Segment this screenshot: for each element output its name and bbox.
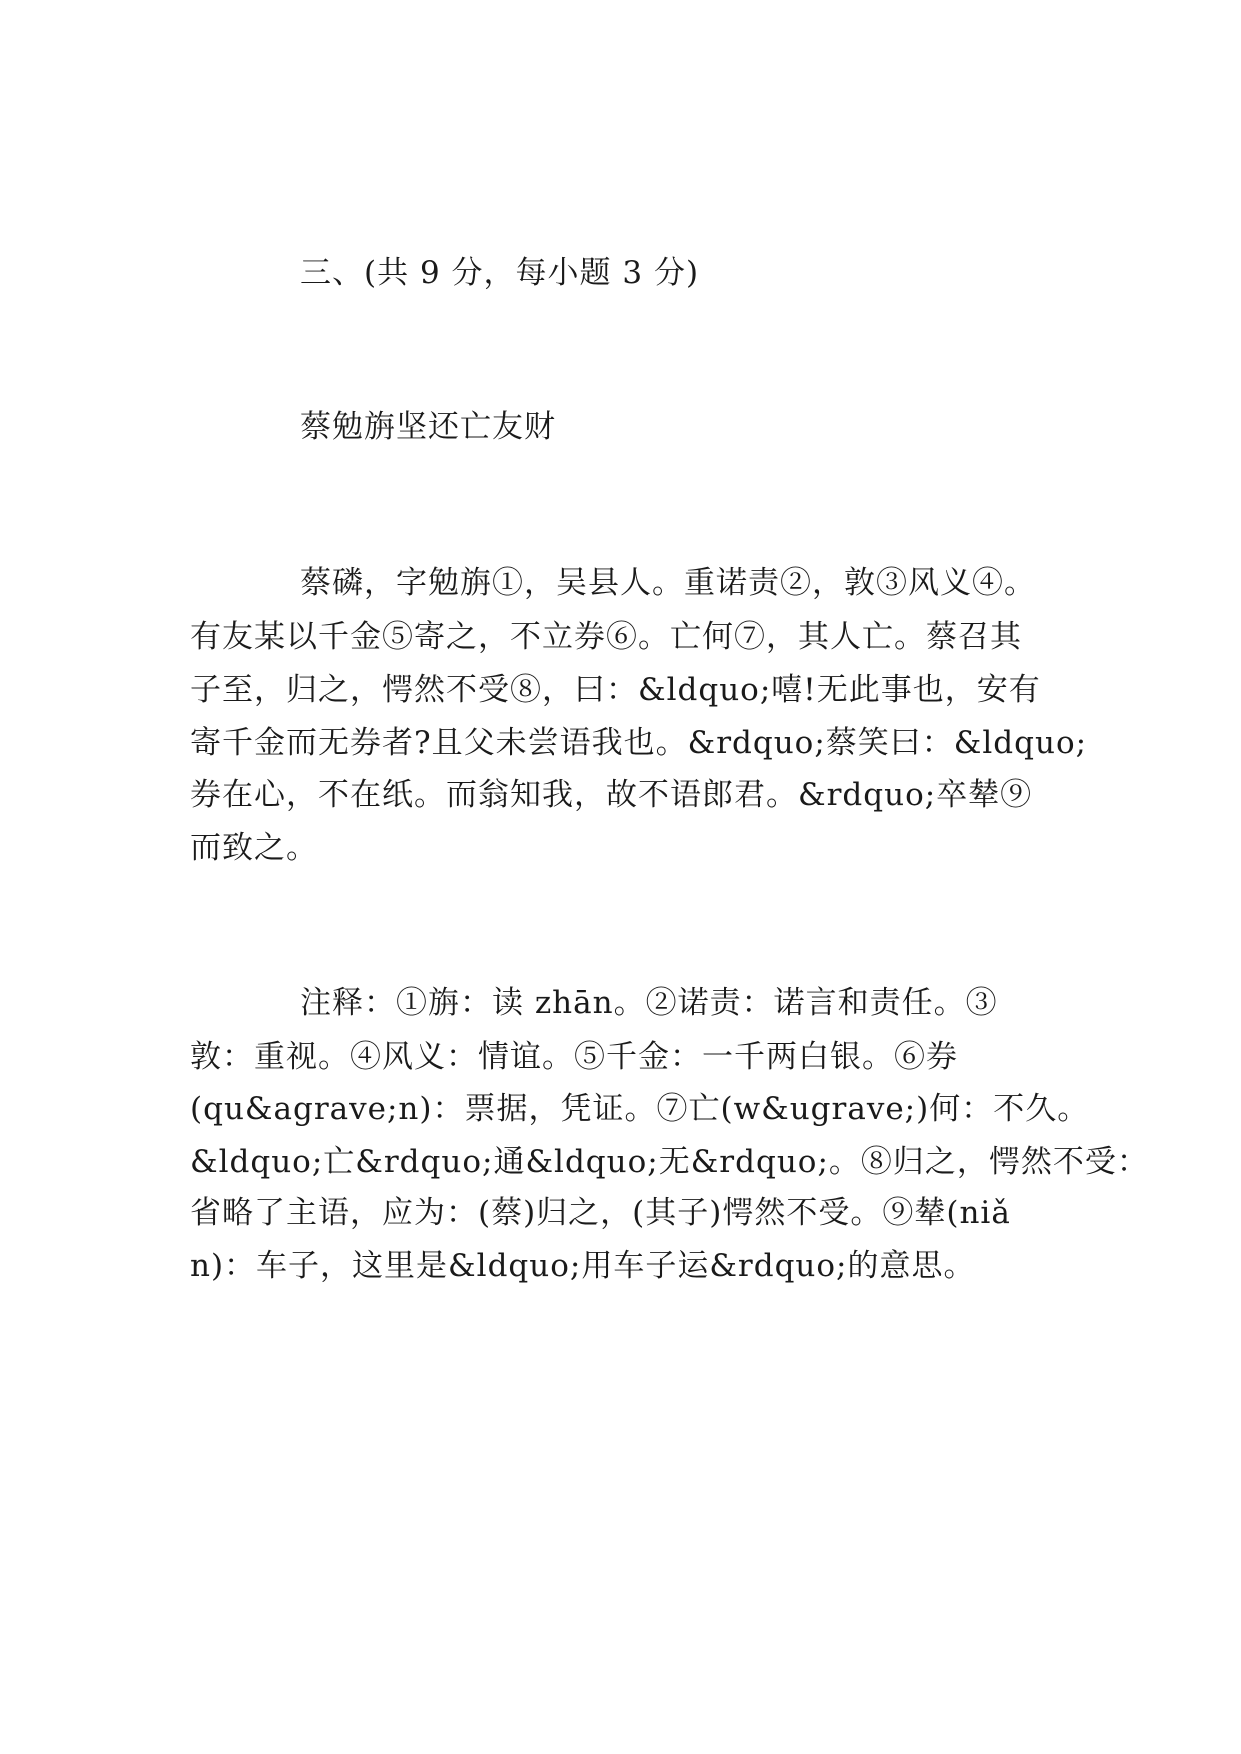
notes-line: 敦：重视。④风义：情谊。⑤千金：一千两白银。⑥券 <box>190 1039 958 1075</box>
passage-line: 蔡磷，字勉旃①，吴县人。重诺责②，敦③风义④。 <box>300 565 1036 601</box>
passage-line: 券在心，不在纸。而翁知我，故不语郎君。&rdquo;卒辇⑨ <box>190 777 1033 813</box>
passage-title: 蔡勉旃坚还亡友财 <box>300 409 556 445</box>
notes-line: 注释：①旃：读 zhān。②诺责：诺言和责任。③ <box>300 985 998 1021</box>
passage-line: 有友某以千金⑤寄之，不立券⑥。亡何⑦，其人亡。蔡召其 <box>190 619 1022 655</box>
passage-line: 寄千金而无券者?且父未尝语我也。&rdquo;蔡笑曰：&ldquo; <box>190 725 1088 761</box>
passage-line: 子至，归之，愕然不受⑧，曰：&ldquo;嘻!无此事也，安有 <box>190 672 1041 708</box>
notes-line: n)：车子，这里是&ldquo;用车子运&rdquo;的意思。 <box>190 1248 976 1284</box>
passage-line: 而致之。 <box>190 830 318 866</box>
notes-line: (qu&agrave;n)：票据，凭证。⑦亡(w&ugrave;)何：不久。 <box>190 1091 1090 1127</box>
notes-line: &ldquo;亡&rdquo;通&ldquo;无&rdquo;。⑧归之，愕然不受： <box>190 1144 1149 1180</box>
section-heading: 三、(共 9 分，每小题 3 分) <box>300 255 700 291</box>
notes-line: 省略了主语，应为：(蔡)归之，(其子)愕然不受。⑨辇(niǎ <box>190 1195 1011 1231</box>
